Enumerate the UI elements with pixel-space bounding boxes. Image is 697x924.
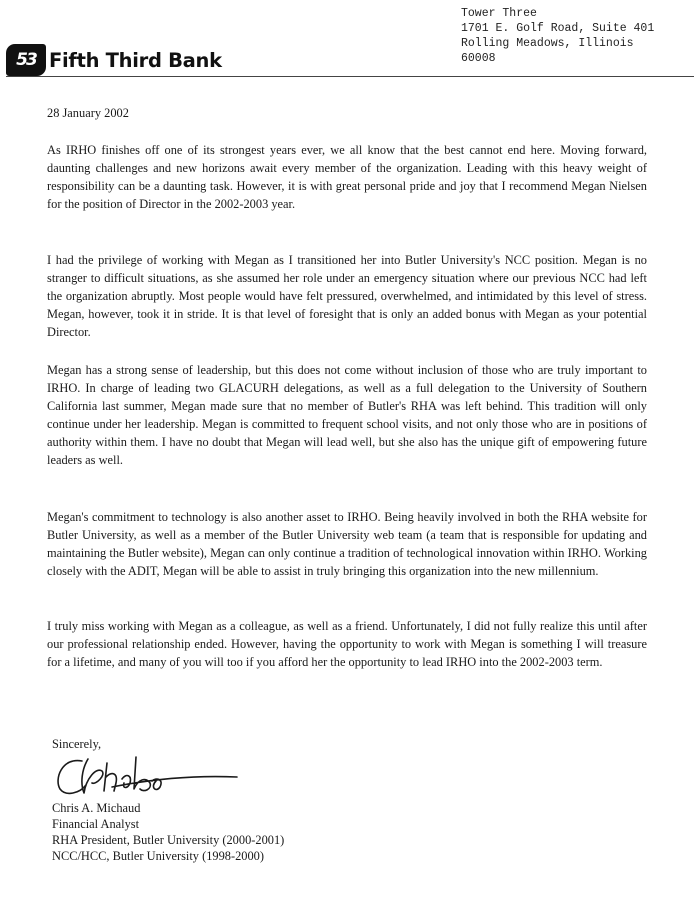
letter-paragraph: I truly miss working with Megan as a colleague, as well as a friend. Unfortunately, I did not fully realize this until after our professional relationship ended. However, having the opportunity to work with Megan is something I will treasure for a lifetime, and many of you will too if you afford her the opportunity to lead IRHO into the 2002-2003 term. [47, 619, 647, 669]
logo-mark-icon: 53 [6, 44, 46, 76]
bank-name: Fifth Third Bank [49, 48, 222, 72]
signer-credential: RHA President, Butler University (2000-2001) [52, 833, 285, 847]
address-line: 1701 E. Golf Road, Suite 401 [461, 22, 655, 35]
address-line: 60008 [461, 52, 496, 65]
letter-paragraph: Megan's commitment to technology is also another asset to IRHO. Being heavily involved in both the RHA website for Butler University, as well as a member of the Butler University web team (a team that is responsible for updating and maintaining the Butler website), Megan can only continue a tradition of technological innovation within IRHO. Working closely with the ADIT, Megan will be able to assist in truly bringing this organization into the new millennium. [47, 510, 647, 578]
signer-title: Financial Analyst [52, 817, 140, 831]
sender-address [461, 6, 654, 66]
signer-credential: NCC/HCC, Butler University (1998-2000) [52, 849, 265, 863]
signer-name: Chris A. Michaud [52, 801, 141, 815]
bank-logo [6, 43, 222, 77]
signature-block [52, 800, 284, 864]
letter-date: 28 January 2002 [47, 106, 129, 120]
header-divider [6, 76, 694, 77]
handwritten-signature [52, 749, 242, 801]
letter-paragraph: As IRHO finishes off one of its strongest years ever, we all know that the best cannot end here. Moving forward, daunting challenges and new horizons await every member of the organization. Leading with this heavy weight of responsibility can be a daunting task. However, it is with great personal pride and joy that I recommend Megan Nielsen for the position of Director in the 2002-2003 year. [47, 143, 647, 211]
address-line: Rolling Meadows, Illinois [461, 37, 634, 50]
address-line: Tower Three [461, 7, 537, 20]
letter-closing: Sincerely, [52, 737, 102, 751]
letter-paragraph: Megan has a strong sense of leadership, but this does not come without inclusion of those who are truly important to IRHO. In charge of leading two GLACURH delegations, as well as a full delegation to the University of Southern California last summer, Megan made sure that no member of Butler's RHA was left behind. This tradition will only continue under her leadership. Megan is committed to frequent school visits, and not only those who are in positions of authority within them. I have no doubt that Megan will lead well, but she also has the unique gift of empowering future leaders as well. [47, 363, 647, 467]
letter-paragraph: I had the privilege of working with Megan as I transitioned her into Butler University's NCC position. Megan is no stranger to difficult situations, as she assumed her role under an emergency situation where our previous NCC had left the organization abruptly. Most people would have felt pressured, overwhelmed, and intimidated by this level of stress. Megan, however, took it in stride. It is that level of foresight that is only an added bonus with Megan as your potential Director. [47, 253, 647, 339]
